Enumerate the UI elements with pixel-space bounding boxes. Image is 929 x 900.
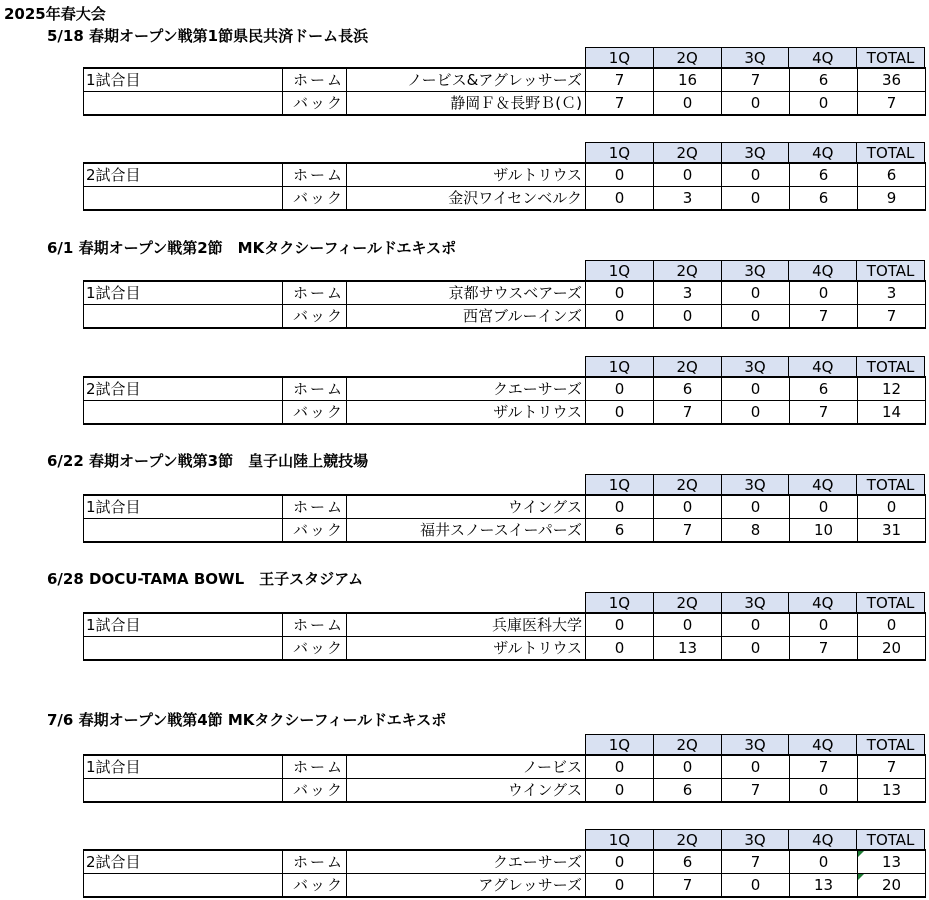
score-cell[interactable]: 7 <box>790 305 858 329</box>
score-cell[interactable]: 0 <box>654 92 722 116</box>
total-cell[interactable]: 0 <box>858 613 926 637</box>
header-total[interactable]: TOTAL <box>857 261 925 282</box>
score-cell[interactable]: 0 <box>722 92 790 116</box>
total-cell[interactable]: 7 <box>858 755 926 779</box>
table-row <box>84 613 926 637</box>
game-label[interactable]: 1試合目 <box>84 281 283 305</box>
header-total[interactable]: TOTAL <box>857 735 925 756</box>
table-row <box>84 850 926 874</box>
header-3q[interactable]: 3Q <box>721 357 789 378</box>
score-cell[interactable]: 0 <box>722 874 790 898</box>
quarter-header-row <box>585 592 925 613</box>
team-cell[interactable]: 福井スノースイーパーズ <box>347 519 586 543</box>
section-heading: 6/28 DOCU-TAMA BOWL 王子スタジアム <box>47 570 364 588</box>
game-label[interactable]: 2試合目 <box>84 377 283 401</box>
section-heading: 6/22 春期オープン戦第3節 皇子山陸上競技場 <box>47 452 369 470</box>
score-cell[interactable]: 6 <box>790 377 858 401</box>
team-cell[interactable]: 西宮ブルーインズ <box>347 305 586 329</box>
header-total[interactable]: TOTAL <box>857 143 925 164</box>
header-total[interactable]: TOTAL <box>857 357 925 378</box>
table-row <box>84 281 926 305</box>
side-cell[interactable]: ホーム <box>283 281 347 305</box>
game-label[interactable]: 1試合目 <box>84 755 283 779</box>
score-rows <box>83 494 926 543</box>
header-total[interactable]: TOTAL <box>857 593 925 614</box>
score-table <box>0 47 929 117</box>
table-row <box>84 874 926 898</box>
score-cell[interactable]: 0 <box>722 187 790 211</box>
total-cell[interactable]: 12 <box>858 377 926 401</box>
table-row <box>84 779 926 803</box>
score-cell[interactable]: 0 <box>586 850 654 874</box>
empty-cell[interactable] <box>84 305 283 329</box>
score-cell[interactable]: 0 <box>654 305 722 329</box>
team-cell[interactable]: 京都サウスベアーズ <box>347 281 586 305</box>
score-cell[interactable]: 0 <box>586 281 654 305</box>
section-heading: 7/6 春期オープン戦第4節 MKタクシーフィールドエキスポ <box>47 711 447 729</box>
score-cell[interactable]: 10 <box>790 519 858 543</box>
header-4q[interactable]: 4Q <box>789 475 857 496</box>
quarter-header-row <box>585 47 925 68</box>
score-cell[interactable]: 0 <box>586 401 654 425</box>
score-cell[interactable]: 7 <box>722 850 790 874</box>
quarter-header-row <box>585 356 925 377</box>
score-cell[interactable]: 0 <box>722 163 790 187</box>
header-1q[interactable]: 1Q <box>586 830 654 851</box>
score-cell[interactable]: 0 <box>586 779 654 803</box>
header-total[interactable]: TOTAL <box>857 48 925 69</box>
score-cell[interactable]: 6 <box>790 187 858 211</box>
header-1q[interactable]: 1Q <box>586 261 654 282</box>
header-1q[interactable]: 1Q <box>586 48 654 69</box>
score-cell[interactable]: 0 <box>722 755 790 779</box>
total-cell[interactable]: 3 <box>858 281 926 305</box>
score-cell[interactable]: 13 <box>654 637 722 661</box>
score-cell[interactable]: 0 <box>790 850 858 874</box>
score-cell[interactable]: 0 <box>722 377 790 401</box>
game-label[interactable]: 1試合目 <box>84 68 283 92</box>
team-cell[interactable]: ノービス <box>347 755 586 779</box>
team-cell[interactable]: 静岡Ｆ＆長野Ｂ(Ｃ) <box>347 92 586 116</box>
header-4q[interactable]: 4Q <box>789 261 857 282</box>
side-cell[interactable]: ホーム <box>283 755 347 779</box>
score-cell[interactable]: 7 <box>586 68 654 92</box>
empty-cell[interactable] <box>84 874 283 898</box>
table-row <box>84 68 926 92</box>
score-cell[interactable]: 0 <box>790 281 858 305</box>
team-cell[interactable]: ウイングス <box>347 779 586 803</box>
score-cell[interactable]: 0 <box>654 613 722 637</box>
header-1q[interactable]: 1Q <box>586 475 654 496</box>
score-cell[interactable]: 6 <box>654 850 722 874</box>
header-1q[interactable]: 1Q <box>586 357 654 378</box>
score-cell[interactable]: 7 <box>790 637 858 661</box>
table-row <box>84 637 926 661</box>
table-row <box>84 187 926 211</box>
game-label[interactable]: 1試合目 <box>84 495 283 519</box>
score-cell[interactable]: 7 <box>722 68 790 92</box>
score-rows <box>83 754 926 803</box>
score-cell[interactable]: 7 <box>722 779 790 803</box>
empty-cell[interactable] <box>84 779 283 803</box>
total-cell[interactable]: 7 <box>858 92 926 116</box>
side-cell[interactable]: ホーム <box>283 68 347 92</box>
header-1q[interactable]: 1Q <box>586 143 654 164</box>
score-cell[interactable]: 7 <box>790 401 858 425</box>
score-cell[interactable]: 0 <box>586 187 654 211</box>
total-cell[interactable]: 7 <box>858 305 926 329</box>
total-cell[interactable]: 14 <box>858 401 926 425</box>
side-cell[interactable]: ホーム <box>283 613 347 637</box>
quarter-header-row <box>585 260 925 281</box>
empty-cell[interactable] <box>84 401 283 425</box>
side-cell[interactable]: バック <box>283 519 347 543</box>
score-table <box>0 592 929 662</box>
score-cell[interactable]: 7 <box>790 755 858 779</box>
side-cell[interactable]: バック <box>283 92 347 116</box>
score-cell[interactable]: 3 <box>654 187 722 211</box>
score-table <box>0 142 929 212</box>
score-cell[interactable]: 0 <box>586 613 654 637</box>
score-cell[interactable]: 6 <box>654 779 722 803</box>
score-cell[interactable]: 0 <box>790 613 858 637</box>
header-3q[interactable]: 3Q <box>721 48 789 69</box>
score-cell[interactable]: 0 <box>722 401 790 425</box>
empty-cell[interactable] <box>84 637 283 661</box>
header-2q[interactable]: 2Q <box>653 830 721 851</box>
header-2q[interactable]: 2Q <box>653 357 721 378</box>
table-row <box>84 377 926 401</box>
header-2q[interactable]: 2Q <box>653 261 721 282</box>
score-rows <box>83 849 926 898</box>
header-2q[interactable]: 2Q <box>653 48 721 69</box>
score-rows <box>83 162 926 211</box>
score-cell[interactable]: 7 <box>654 519 722 543</box>
empty-cell[interactable] <box>84 92 283 116</box>
header-3q[interactable]: 3Q <box>721 735 789 756</box>
side-cell[interactable]: バック <box>283 187 347 211</box>
score-cell[interactable]: 0 <box>654 163 722 187</box>
section-heading: 6/1 春期オープン戦第2節 MKタクシーフィールドエキスポ <box>47 239 457 257</box>
header-2q[interactable]: 2Q <box>653 475 721 496</box>
total-cell[interactable]: 36 <box>858 68 926 92</box>
score-cell[interactable]: 0 <box>586 377 654 401</box>
table-row <box>84 755 926 779</box>
side-cell[interactable]: バック <box>283 779 347 803</box>
score-cell[interactable]: 6 <box>586 519 654 543</box>
header-3q[interactable]: 3Q <box>721 143 789 164</box>
side-cell[interactable]: バック <box>283 874 347 898</box>
page-title: 2025年春大会 <box>4 5 106 23</box>
score-cell[interactable]: 6 <box>654 377 722 401</box>
team-cell[interactable]: アグレッサーズ <box>347 874 586 898</box>
team-cell[interactable]: 金沢ワイセンベルク <box>347 187 586 211</box>
header-4q[interactable]: 4Q <box>789 735 857 756</box>
score-cell[interactable]: 0 <box>722 281 790 305</box>
score-cell[interactable]: 0 <box>586 874 654 898</box>
header-2q[interactable]: 2Q <box>653 593 721 614</box>
quarter-header-row <box>585 474 925 495</box>
score-cell[interactable]: 6 <box>790 68 858 92</box>
empty-cell[interactable] <box>84 519 283 543</box>
header-2q[interactable]: 2Q <box>653 143 721 164</box>
team-cell[interactable]: クエーサーズ <box>347 850 586 874</box>
score-cell[interactable]: 3 <box>654 281 722 305</box>
game-label[interactable]: 2試合目 <box>84 163 283 187</box>
total-cell[interactable]: 13 <box>858 850 926 874</box>
score-cell[interactable]: 7 <box>654 874 722 898</box>
score-cell[interactable]: 13 <box>790 874 858 898</box>
score-cell[interactable]: 7 <box>586 92 654 116</box>
score-table <box>0 356 929 426</box>
score-cell[interactable]: 16 <box>654 68 722 92</box>
score-table <box>0 829 929 899</box>
table-row <box>84 401 926 425</box>
total-cell[interactable]: 31 <box>858 519 926 543</box>
header-2q[interactable]: 2Q <box>653 735 721 756</box>
team-cell[interactable]: ザルトリウス <box>347 637 586 661</box>
header-total[interactable]: TOTAL <box>857 475 925 496</box>
score-cell[interactable]: 0 <box>722 495 790 519</box>
header-3q[interactable]: 3Q <box>721 830 789 851</box>
formula-error-indicator-icon <box>858 851 864 857</box>
team-cell[interactable]: ウイングス <box>347 495 586 519</box>
side-cell[interactable]: ホーム <box>283 377 347 401</box>
total-cell[interactable]: 20 <box>858 874 926 898</box>
team-cell[interactable]: ザルトリウス <box>347 163 586 187</box>
score-cell[interactable]: 0 <box>790 779 858 803</box>
score-cell[interactable]: 0 <box>586 305 654 329</box>
total-cell[interactable]: 0 <box>858 495 926 519</box>
team-cell[interactable]: 兵庫医科大学 <box>347 613 586 637</box>
score-cell[interactable]: 0 <box>654 755 722 779</box>
side-cell[interactable]: ホーム <box>283 163 347 187</box>
score-cell[interactable]: 0 <box>654 495 722 519</box>
header-4q[interactable]: 4Q <box>789 830 857 851</box>
table-row <box>84 305 926 329</box>
header-3q[interactable]: 3Q <box>721 593 789 614</box>
header-4q[interactable]: 4Q <box>789 48 857 69</box>
team-cell[interactable]: クエーサーズ <box>347 377 586 401</box>
score-cell[interactable]: 0 <box>790 495 858 519</box>
table-row <box>84 163 926 187</box>
header-3q[interactable]: 3Q <box>721 261 789 282</box>
empty-cell[interactable] <box>84 187 283 211</box>
score-cell[interactable]: 0 <box>722 613 790 637</box>
score-rows <box>83 612 926 661</box>
header-3q[interactable]: 3Q <box>721 475 789 496</box>
score-cell[interactable]: 0 <box>790 92 858 116</box>
quarter-header-row <box>585 142 925 163</box>
table-row <box>84 495 926 519</box>
score-rows <box>83 67 926 116</box>
side-cell[interactable]: ホーム <box>283 850 347 874</box>
header-4q[interactable]: 4Q <box>789 593 857 614</box>
side-cell[interactable]: バック <box>283 401 347 425</box>
quarter-header-row <box>585 734 925 755</box>
score-cell[interactable]: 7 <box>654 401 722 425</box>
score-table <box>0 260 929 330</box>
side-cell[interactable]: バック <box>283 637 347 661</box>
table-row <box>84 92 926 116</box>
score-cell[interactable]: 8 <box>722 519 790 543</box>
game-label[interactable]: 2試合目 <box>84 850 283 874</box>
total-cell[interactable]: 9 <box>858 187 926 211</box>
score-rows <box>83 376 926 425</box>
quarter-header-row <box>585 829 925 850</box>
team-cell[interactable]: ノービス&アグレッサーズ <box>347 68 586 92</box>
team-cell[interactable]: ザルトリウス <box>347 401 586 425</box>
score-cell[interactable]: 0 <box>586 495 654 519</box>
score-cell[interactable]: 0 <box>586 755 654 779</box>
game-label[interactable]: 1試合目 <box>84 613 283 637</box>
header-4q[interactable]: 4Q <box>789 143 857 164</box>
score-cell[interactable]: 0 <box>722 637 790 661</box>
header-total[interactable]: TOTAL <box>857 830 925 851</box>
section-heading: 5/18 春期オープン戦第1節県民共済ドーム長浜 <box>47 27 369 45</box>
score-rows <box>83 280 926 329</box>
header-1q[interactable]: 1Q <box>586 735 654 756</box>
score-cell[interactable]: 0 <box>586 637 654 661</box>
score-table <box>0 734 929 804</box>
total-cell[interactable]: 13 <box>858 779 926 803</box>
header-4q[interactable]: 4Q <box>789 357 857 378</box>
score-cell[interactable]: 0 <box>586 163 654 187</box>
header-1q[interactable]: 1Q <box>586 593 654 614</box>
score-cell[interactable]: 0 <box>722 305 790 329</box>
side-cell[interactable]: ホーム <box>283 495 347 519</box>
side-cell[interactable]: バック <box>283 305 347 329</box>
score-cell[interactable]: 6 <box>790 163 858 187</box>
formula-error-indicator-icon <box>858 874 864 880</box>
table-row <box>84 519 926 543</box>
total-cell[interactable]: 20 <box>858 637 926 661</box>
score-table <box>0 474 929 544</box>
total-cell[interactable]: 6 <box>858 163 926 187</box>
